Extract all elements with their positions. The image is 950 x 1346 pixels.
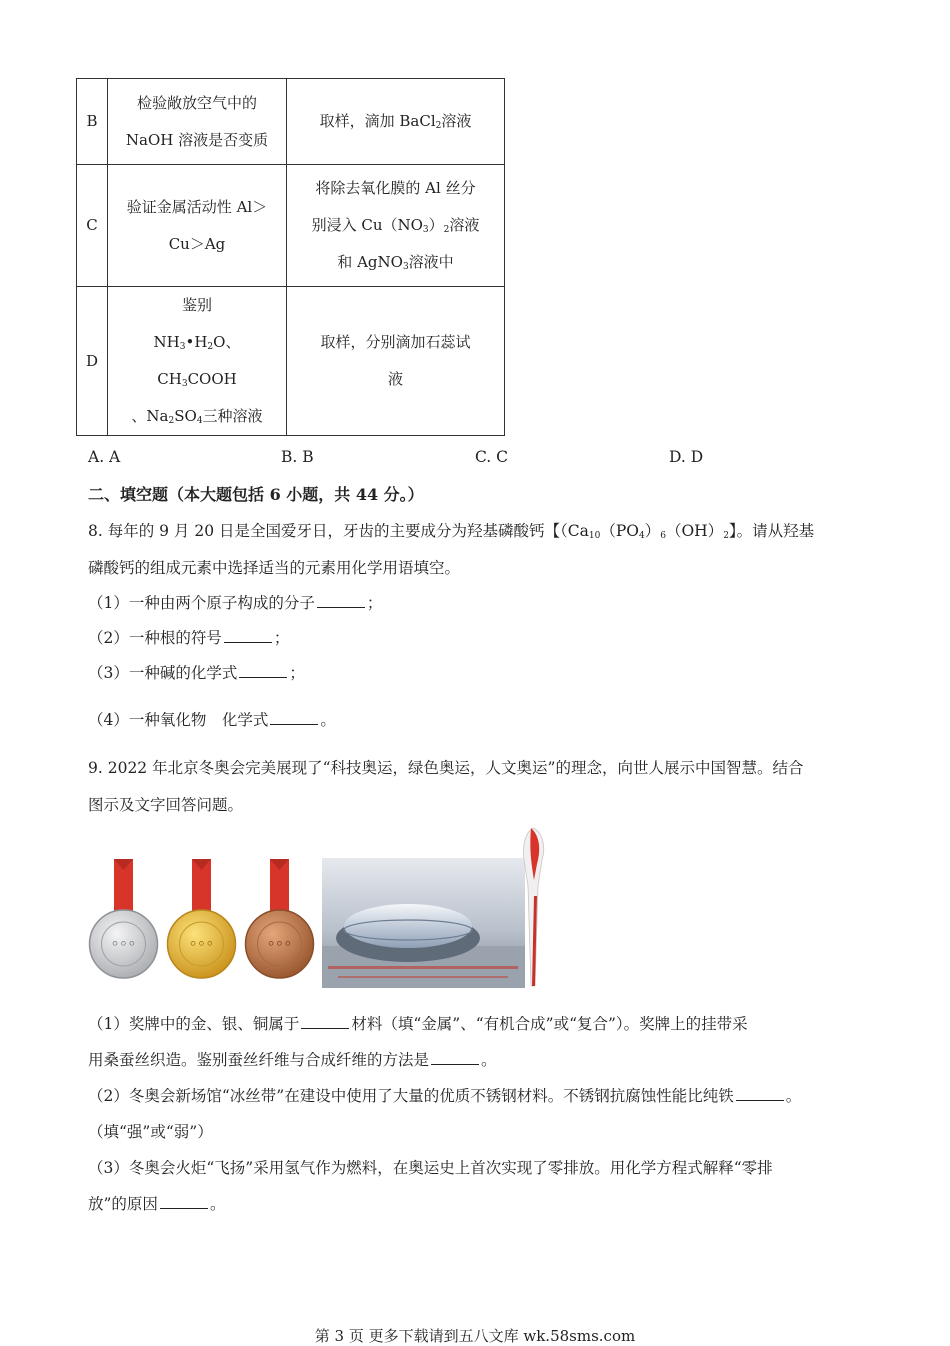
row-purpose: 检验敞放空气中的 NaOH 溶液是否变质	[108, 79, 287, 165]
q9-stem: 9. 2022 年北京冬奥会完美展现了“科技奥运，绿色奥运，人文奥运”的理念，向世人展示中国智慧。结合	[88, 759, 804, 777]
answer-blank[interactable]	[317, 595, 365, 608]
torch-icon	[523, 828, 543, 986]
row-key: B	[77, 79, 108, 165]
svg-text:⚪⚪⚪: ⚪⚪⚪	[266, 939, 293, 950]
answer-blank[interactable]	[270, 712, 318, 725]
q9-part1-line1: （1）奖牌中的金、银、铜属于 材料（填“金属”、“有机合成”或“复合”）。奖牌上的挂带采	[88, 1015, 748, 1033]
answer-blank[interactable]	[224, 630, 272, 643]
svg-text:⚪⚪⚪: ⚪⚪⚪	[188, 939, 215, 950]
answer-blank[interactable]	[239, 665, 287, 678]
section-heading: 二、填空题（本大题包括 6 小题，共 44 分。）	[88, 485, 424, 504]
answer-blank[interactable]	[160, 1196, 208, 1209]
answer-blank[interactable]	[736, 1088, 784, 1101]
q8-stem: 8. 每年的 9 月 20 日是全国爱牙日，牙齿的主要成分为羟基磷酸钙【（$Ca_{10}(PO_4)_6(OH)_2$】。请从羟基	[88, 522, 815, 541]
row-method: 取样，分别滴加石蕊试 液	[287, 287, 505, 436]
table-row	[77, 287, 505, 436]
table-row	[77, 79, 505, 165]
silver-medal-icon	[90, 859, 158, 978]
q9-part2-line1: （2）冬奥会新场馆“冰丝带”在建设中使用了大量的优质不锈钢材料。不锈钢抗腐蚀性能比纯铁 。	[88, 1087, 802, 1105]
q8-item-1: （1）一种由两个原子构成的分子 ；	[88, 594, 383, 612]
q9-part2-line2: （填“强”或“弱”）	[88, 1123, 213, 1141]
q8-item-2: （2）一种根的符号 ；	[88, 629, 290, 647]
answer-blank[interactable]	[431, 1052, 479, 1065]
q8-stem-line2: 磷酸钙的组成元素中选择适当的元素用化学用语填空。	[88, 559, 461, 577]
row-purpose: 验证金属活动性 Al＞ Cu＞Ag	[108, 165, 287, 287]
answer-blank[interactable]	[301, 1016, 349, 1029]
row-key: C	[77, 165, 108, 287]
choice-b[interactable]: B. B	[281, 448, 314, 466]
table-row	[77, 165, 505, 287]
options-table	[76, 78, 505, 436]
q9-part1-line2: 用桑蚕丝织造。鉴别蚕丝纤维与合成纤维的方法是 。	[88, 1051, 497, 1069]
olympics-illustration	[88, 826, 558, 992]
gold-medal-icon	[168, 859, 236, 978]
choice-d[interactable]: D. D	[669, 448, 704, 466]
q8-item-3: （3）一种碱的化学式 ；	[88, 664, 305, 682]
q9-stem-line2: 图示及文字回答问题。	[88, 796, 244, 814]
choice-a[interactable]: A. A	[88, 448, 121, 466]
row-method: 取样，滴加 BaCl$_2$溶液	[287, 79, 505, 165]
page-footer: 第 3 页 更多下载请到五八文库 wk.58sms.com	[314, 1327, 636, 1345]
row-key: D	[77, 287, 108, 436]
q9-part3-line2: 放”的原因 。	[88, 1195, 226, 1213]
choice-c[interactable]: C. C	[475, 448, 509, 466]
row-method: 将除去氧化膜的 Al 丝分 别浸入 $Cu(NO_3)_2$溶液 和 AgNO$_3$溶液中	[287, 165, 505, 287]
svg-text:⚪⚪⚪: ⚪⚪⚪	[110, 939, 137, 950]
row-purpose: 鉴别 $NH_3•H_2O$、$CH_3COOH$ 、$Na_2SO_4$三种溶液	[108, 287, 287, 436]
q9-part3-line1: （3）冬奥会火炬“飞扬”采用氢气作为燃料，在奥运史上首次实现了零排放。用化学方程式解释“零排	[88, 1159, 773, 1177]
q8-item-4: （4）一种氧化物 化学式 。	[88, 711, 336, 729]
bronze-medal-icon	[246, 859, 314, 978]
stadium-icon	[322, 858, 525, 988]
